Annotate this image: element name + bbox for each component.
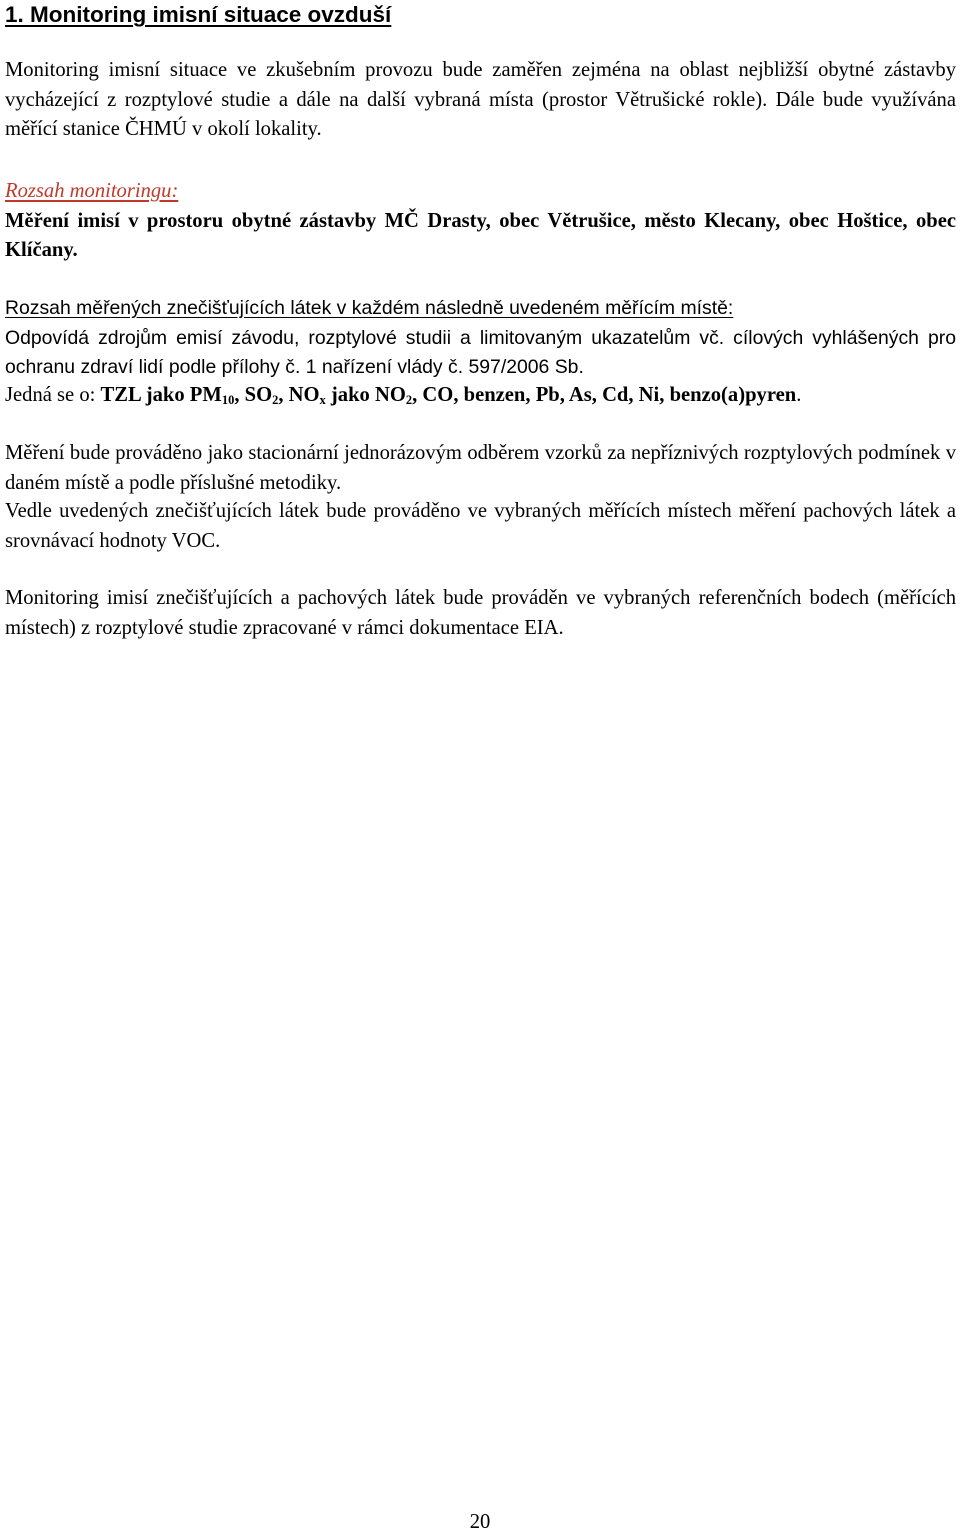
section-heading: 1. Monitoring imisní situace ovzduší — [5, 2, 392, 27]
list-rest: , CO, benzen, Pb, As, Cd, Ni, benzo(a)pyren — [412, 384, 797, 406]
list-no: , NO — [278, 384, 320, 406]
final-paragraph: Monitoring imisí znečišťujících a pachových látek bude prováděn ve vybraných referenčních bodech (měřících místech) z rozptylové studie zpracované v rámci dokumentace EIA. — [5, 587, 956, 639]
list-no2-sub: 2 — [405, 393, 413, 407]
pollutants-text: Odpovídá zdrojům emisí závodu, rozptylové studii a limitovaným ukazatelům vč. cílových vyhlášených pro ochranu zdraví lidí podle přílohy č. 1 nařízení vlády č. 597/2006 Sb. — [5, 326, 956, 379]
list-so-sub: 2 — [272, 393, 279, 407]
scope-block — [5, 177, 956, 266]
scope-label: Rozsah monitoringu: — [5, 180, 179, 202]
list-end: . — [796, 384, 802, 406]
pollutant-list — [5, 381, 956, 411]
list-pm-sub: 10 — [221, 393, 235, 407]
list-tzl: TZL jako PM — [100, 384, 222, 406]
odor-paragraph: Vedle uvedených znečišťujících látek bude prováděno ve vybraných měřících místech měření pachových látek a srovnávací hodnoty VOC. — [5, 500, 956, 552]
scope-text: Měření imisí v prostoru obytné zástavby MČ Drasty, obec Větrušice, město Klecany, obec Hoštice, obec Klíčany. — [5, 209, 956, 262]
page-number: 20 — [469, 1511, 491, 1533]
list-jako-no: jako NO — [325, 384, 406, 406]
pollutants-label: Rozsah měřených znečišťujících látek v každém následně uvedeném měřícím místě: — [5, 297, 734, 319]
list-no-sub: x — [319, 393, 326, 407]
list-so: , SO — [234, 384, 273, 406]
intro-paragraph: Monitoring imisní situace ve zkušebním provozu bude zaměřen zejména na oblast nejbližší obytné zástavby vycházející z rozptylové studie a dále na další vybraná místa (prostor Větrušické rokle). Dále bude využívána měřící stanice ČHMÚ v okolí lokality. — [5, 59, 956, 141]
method-paragraph: Měření bude prováděno jako stacionární jednorázovým odběrem vzorků za nepříznivých rozptylových podmínek v daném místě a podle příslušné metodiky. — [5, 442, 956, 494]
pollutants-block — [5, 294, 956, 383]
list-prefix: Jedná se o: — [5, 384, 101, 406]
